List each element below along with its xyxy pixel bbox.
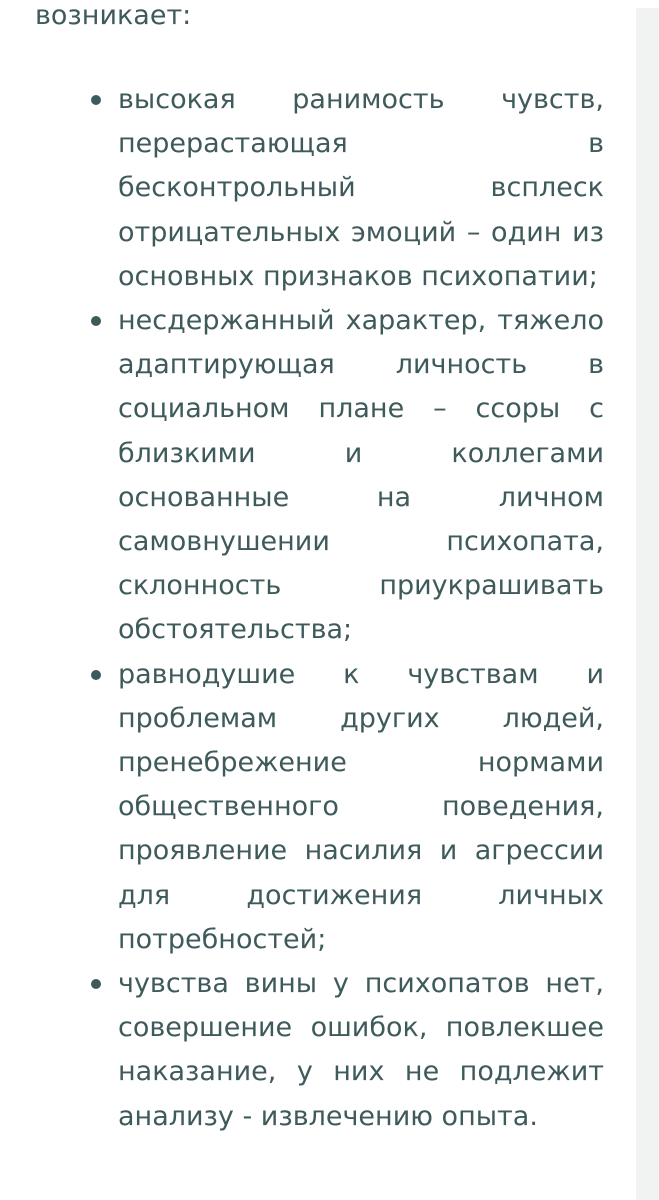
bullet-list: [118, 78, 604, 1139]
list-item-text: чувства вины у психопатов нет, совершение ошибок, повлекшее наказание, у них не подлежит анализу - извлечению опыта.: [118, 968, 604, 1132]
list-item: [118, 653, 604, 962]
bullet-icon: [91, 979, 101, 989]
bullet-icon: [91, 95, 101, 105]
sidebar-panel: [636, 8, 659, 1200]
list-item: [118, 962, 604, 1139]
list-item: [118, 78, 604, 299]
list-item-text: высокая ранимость чувств, перерастающая в бесконтрольный всплеск отрицательных эмоций – один из основных признаков психопатии;: [118, 84, 604, 292]
list-item: [118, 299, 604, 653]
intro-text: возникает:: [35, 0, 192, 31]
bullet-icon: [91, 670, 101, 680]
list-item-text: равнодушие к чувствам и проблемам других людей, пренебрежение нормами общественного поведения, проявление насилия и агрессии для достижения личных потребностей;: [118, 658, 604, 955]
list-item-text: несдержанный характер, тяжело адаптирующая личность в социальном плане – ссоры с близкими и коллегами основанные на личном самовнушении психопата, склонность приукрашивать обстоятельства;: [118, 305, 604, 646]
bullet-icon: [91, 316, 101, 326]
